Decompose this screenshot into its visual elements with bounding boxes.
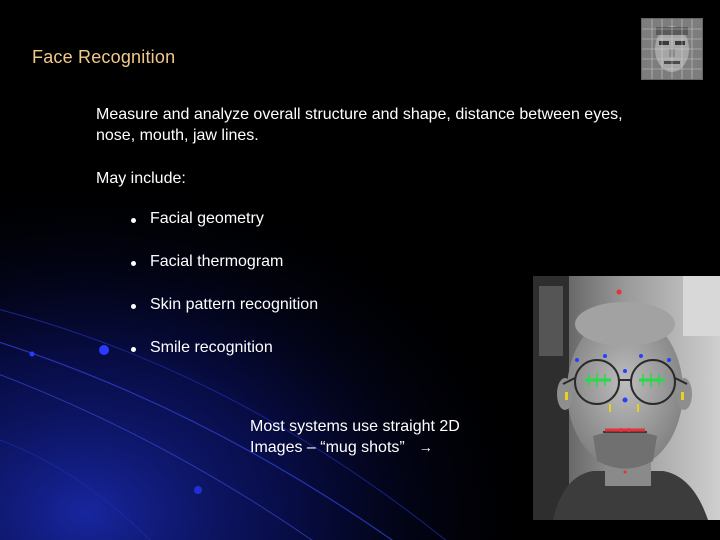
list-item: Smile recognition bbox=[130, 339, 318, 361]
note-line-2: Images – “mug shots” → bbox=[250, 439, 433, 456]
list-item: Facial geometry bbox=[130, 210, 318, 232]
bullet-icon bbox=[131, 261, 136, 266]
bullet-icon bbox=[131, 347, 136, 352]
note-line-1: Most systems use straight 2D bbox=[250, 418, 460, 435]
bullet-icon bbox=[131, 218, 136, 223]
face-grid-thumbnail bbox=[641, 18, 703, 80]
decor-dot-3 bbox=[194, 486, 202, 494]
bullet-icon bbox=[131, 304, 136, 309]
face-landmark-photo bbox=[533, 276, 720, 520]
list-item: Facial thermogram bbox=[130, 253, 318, 275]
arrow-right-icon: → bbox=[418, 439, 433, 455]
decor-dot-2 bbox=[30, 352, 35, 357]
slide-title: Face Recognition bbox=[32, 47, 176, 67]
mug-shot-note bbox=[250, 416, 460, 458]
list-item: Skin pattern recognition bbox=[130, 296, 318, 318]
may-include-label: May include: bbox=[96, 170, 186, 187]
intro-paragraph: Measure and analyze overall structure and shape, distance between eyes, nose, mouth, jaw lines. bbox=[96, 106, 623, 144]
feature-list bbox=[130, 210, 318, 382]
decor-dot-1 bbox=[99, 345, 109, 355]
